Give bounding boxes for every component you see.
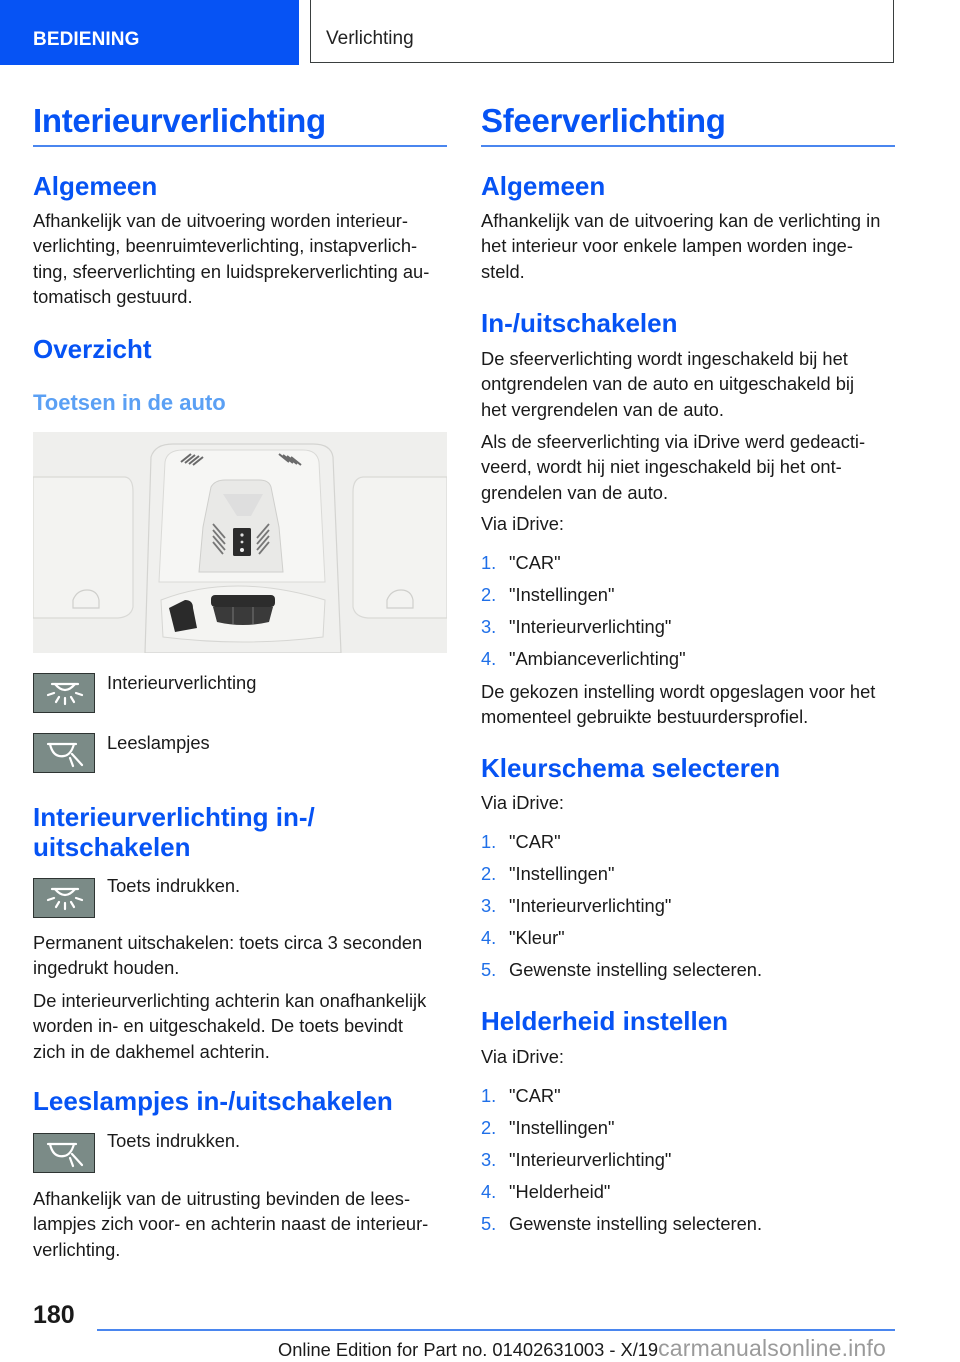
step-text: "Kleur": [509, 927, 565, 948]
key-label-leeslampjes: Leeslampjes: [107, 732, 210, 753]
page-title-interieurverlichting: Interieurverlichting: [33, 102, 326, 139]
title-rule: [481, 145, 895, 147]
steps-list-helderheid: [481, 1083, 899, 1243]
paragraph-gedeactiveerd: [481, 429, 899, 505]
step-item: [481, 614, 899, 646]
step-item: [481, 925, 899, 957]
steps-list-kleur: [481, 829, 899, 989]
step-number: 4.: [481, 1181, 497, 1202]
text-line: het vergrendelen van de auto.: [481, 398, 724, 420]
text-line: Afhankelijk van de uitvoering worden interieur-: [33, 210, 408, 231]
paragraph-leeslampjes: [33, 1186, 451, 1262]
step-item: [481, 893, 899, 925]
heading-kleurschema: Kleurschema selecteren: [481, 753, 781, 783]
footer-rule: [97, 1329, 895, 1331]
paragraph-permanent-uitschakelen: [33, 930, 451, 981]
key-label-interieurverlichting: Interieurverlichting: [107, 672, 257, 693]
step-text: "CAR": [509, 831, 561, 852]
text-line: het interieur voor enkele lampen worden inge-: [481, 235, 853, 257]
text-line: lampjes zich voor- en achterin naast de interieur-: [33, 1213, 429, 1235]
via-idrive-label: [481, 511, 899, 536]
paragraph-algemeen: [481, 208, 899, 284]
step-number: 3.: [481, 895, 497, 916]
via-idrive-label: [481, 790, 899, 815]
heading-overzicht: Overzicht: [33, 334, 152, 364]
step-text: "Ambianceverlichting": [509, 648, 686, 669]
step-text: "Interieurverlichting": [509, 616, 672, 637]
text-line: worden in- en uitgeschakeld. De toets bevindt: [33, 1015, 403, 1037]
watermark-link[interactable]: carmanualsonline.info: [658, 1335, 887, 1361]
step-number: 2.: [481, 863, 497, 884]
step-text: "Helderheid": [509, 1181, 611, 1202]
roof-console-illustration: [33, 432, 447, 653]
reading-light-icon: [33, 733, 95, 773]
reading-light-icon: [33, 1133, 95, 1173]
step-item: [481, 582, 899, 614]
step-item: [481, 957, 899, 989]
step-item: [481, 861, 899, 893]
text-line: De interieurverlichting achterin kan onafhankelijk: [33, 990, 427, 1011]
via-idrive-label: [481, 1044, 899, 1069]
step-number: 1.: [481, 831, 497, 852]
text-line: De sfeerverlichting wordt ingeschakeld bij het: [481, 348, 848, 369]
step-item: [481, 1211, 899, 1243]
step-number: 5.: [481, 1213, 497, 1234]
text-line: Afhankelijk van de uitvoering kan de verlichting in: [481, 210, 881, 231]
step-item: [481, 1147, 899, 1179]
text-line: ontgrendelen van de auto en uitgeschakeld bij: [481, 373, 855, 395]
steps-list-sfeer: [481, 550, 899, 678]
heading-line: Interieurverlichting in-/: [33, 802, 315, 832]
step-text: "Instellingen": [509, 584, 615, 605]
text-line: grendelen van de auto.: [481, 481, 669, 503]
step-text: "Instellingen": [509, 1117, 615, 1138]
interior-light-icon: [33, 878, 95, 918]
step-item: [481, 550, 899, 582]
step-text: Gewenste instelling selecteren.: [509, 959, 763, 980]
step-text: Gewenste instelling selecteren.: [509, 1213, 763, 1234]
footer-edition: [278, 1335, 886, 1362]
paragraph-bestuurdersprofiel: [481, 679, 899, 730]
text-line: veerd, wordt hij niet ingeschakeld bij het ont-: [481, 456, 842, 478]
paragraph-inschakelen: [481, 346, 899, 422]
step-text: "Interieurverlichting": [509, 1149, 672, 1170]
step-number: 2.: [481, 584, 497, 605]
page-title-sfeerverlichting: Sfeerverlichting: [481, 102, 726, 139]
interior-light-icon: [33, 673, 95, 713]
step-number: 1.: [481, 1085, 497, 1106]
step-item: [481, 646, 899, 678]
text-line: Via iDrive:: [481, 1046, 564, 1067]
subheading-toetsen: Toetsen in de auto: [33, 390, 226, 415]
section-label: Verlichting: [326, 28, 414, 49]
step-item: [481, 1179, 899, 1211]
step-item: [481, 829, 899, 861]
step-number: 5.: [481, 959, 497, 980]
paragraph-algemeen: [33, 208, 451, 309]
key-instruction: Toets indrukken.: [107, 875, 241, 896]
text-line: Via iDrive:: [481, 792, 564, 813]
step-text: "Interieurverlichting": [509, 895, 672, 916]
edition-text: Online Edition for Part no. 01402631003 - X/19: [278, 1339, 659, 1360]
step-number: 3.: [481, 616, 497, 637]
title-rule: [33, 145, 447, 147]
section-tab: [310, 0, 894, 63]
step-text: "CAR": [509, 552, 561, 573]
roof-console-figure: [33, 432, 447, 653]
text-line: verlichting.: [33, 1238, 121, 1260]
key-instruction: Toets indrukken.: [107, 1130, 241, 1151]
heading-algemeen: Algemeen: [481, 171, 606, 201]
step-number: 4.: [481, 927, 497, 948]
step-text: "Instellingen": [509, 863, 615, 884]
chapter-label: BEDIENING: [33, 29, 140, 50]
heading-line: uitschakelen: [33, 831, 191, 862]
text-line: momenteel gebruikte bestuurdersprofiel.: [481, 706, 809, 728]
step-item: [481, 1083, 899, 1115]
text-line: De gekozen instelling wordt opgeslagen voor het: [481, 681, 876, 702]
text-line: Als de sfeerverlichting via iDrive werd gedeacti-: [481, 431, 866, 452]
text-line: Permanent uitschakelen: toets circa 3 seconden: [33, 932, 423, 953]
text-line: ting, sfeerverlichting en luidsprekerverlichting au-: [33, 260, 430, 282]
heading-helderheid: Helderheid instellen: [481, 1006, 729, 1036]
heading-in-uitschakelen: In-/uitschakelen: [481, 308, 678, 338]
text-line: zich in de dakhemel achterin.: [33, 1040, 270, 1062]
text-line: Via iDrive:: [481, 513, 564, 534]
text-line: Afhankelijk van de uitrusting bevinden de lees-: [33, 1188, 411, 1209]
page-number: 180: [33, 1301, 75, 1329]
heading-algemeen: Algemeen: [33, 171, 158, 201]
step-text: "CAR": [509, 1085, 561, 1106]
step-number: 4.: [481, 648, 497, 669]
step-number: 3.: [481, 1149, 497, 1170]
chapter-tab: [0, 0, 299, 65]
step-number: 1.: [481, 552, 497, 573]
text-line: ingedrukt houden.: [33, 957, 180, 979]
text-line: steld.: [481, 260, 525, 282]
paragraph-achterin: [33, 988, 451, 1064]
text-line: tomatisch gestuurd.: [33, 285, 193, 307]
text-line: verlichting, beenruimteverlichting, instapverlich-: [33, 235, 418, 257]
step-number: 2.: [481, 1117, 497, 1138]
heading-leeslampjes-schakelen: Leeslampjes in-/uitschakelen: [33, 1086, 393, 1116]
heading-interieur-schakelen: [33, 803, 315, 862]
step-item: [481, 1115, 899, 1147]
